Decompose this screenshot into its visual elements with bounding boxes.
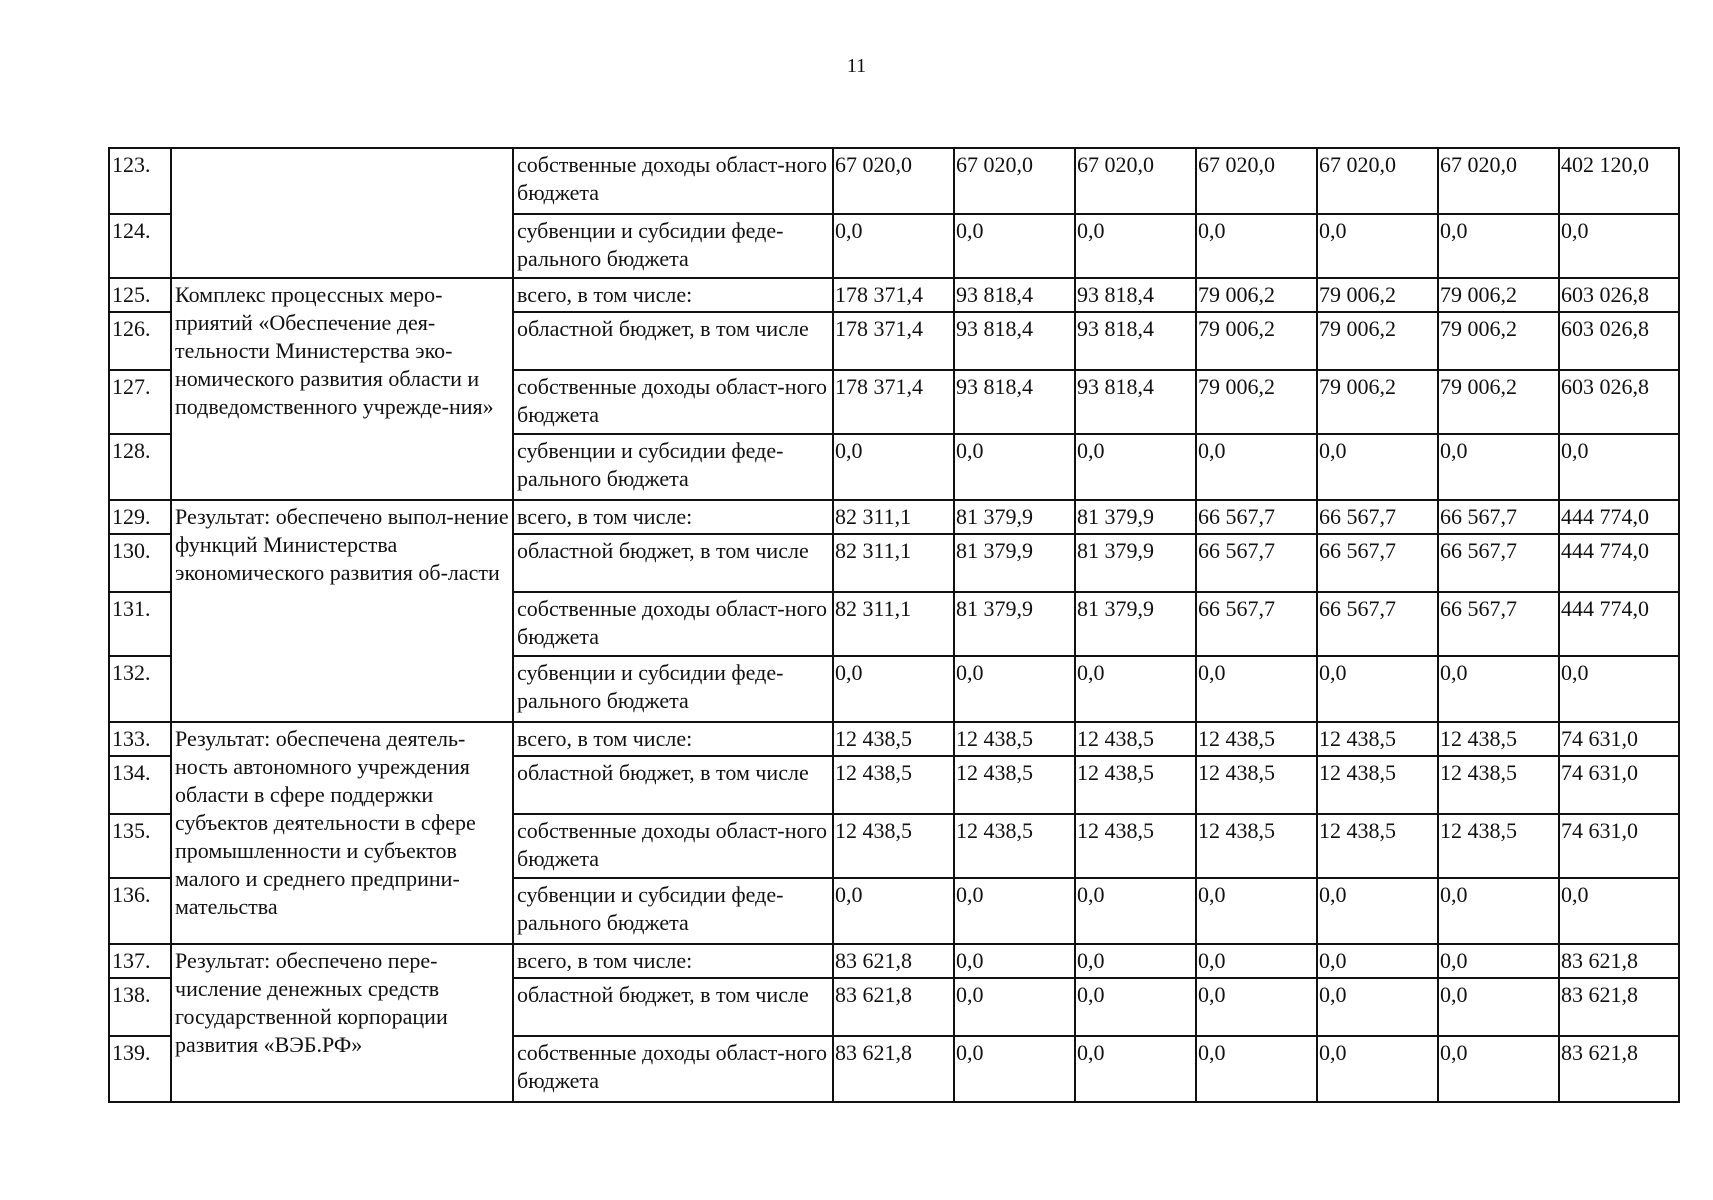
funding-source: всего, в том числе: [513, 278, 833, 312]
year-value: 0,0 [1438, 978, 1559, 1036]
year-value: 0,0 [1438, 1036, 1559, 1102]
row-number: 127. [109, 370, 171, 434]
year-value: 0,0 [1438, 878, 1559, 944]
year-value: 178 371,4 [833, 370, 954, 434]
year-value: 67 020,0 [833, 148, 954, 214]
year-value: 0,0 [1317, 878, 1438, 944]
year-value: 12 438,5 [954, 722, 1075, 756]
year-value: 0,0 [1196, 944, 1317, 978]
year-value: 66 567,7 [1317, 534, 1438, 592]
year-value: 93 818,4 [1075, 312, 1196, 370]
year-value: 12 438,5 [1075, 722, 1196, 756]
row-number: 135. [109, 814, 171, 878]
funding-source: всего, в том числе: [513, 500, 833, 534]
row-number: 137. [109, 944, 171, 978]
total-value: 0,0 [1559, 878, 1679, 944]
year-value: 0,0 [1438, 656, 1559, 722]
row-number: 136. [109, 878, 171, 944]
year-value: 81 379,9 [1075, 500, 1196, 534]
year-value: 12 438,5 [1438, 722, 1559, 756]
measure-name: Результат: обеспечено пере-числение денежных средств государственной корпорации развития «ВЭБ.РФ» [171, 944, 513, 1102]
year-value: 79 006,2 [1317, 278, 1438, 312]
year-value: 0,0 [954, 214, 1075, 278]
year-value: 0,0 [1075, 944, 1196, 978]
year-value: 178 371,4 [833, 278, 954, 312]
row-number: 138. [109, 978, 171, 1036]
year-value: 66 567,7 [1438, 534, 1559, 592]
total-value: 603 026,8 [1559, 278, 1679, 312]
row-number: 133. [109, 722, 171, 756]
funding-source: субвенции и субсидии феде-рального бюджета [513, 878, 833, 944]
year-value: 0,0 [1438, 214, 1559, 278]
funding-source: областной бюджет, в том числе [513, 978, 833, 1036]
year-value: 79 006,2 [1317, 370, 1438, 434]
year-value: 79 006,2 [1438, 312, 1559, 370]
table-row [109, 278, 1679, 312]
year-value: 0,0 [1075, 1036, 1196, 1102]
total-value: 444 774,0 [1559, 592, 1679, 656]
total-value: 0,0 [1559, 656, 1679, 722]
year-value: 81 379,9 [1075, 592, 1196, 656]
year-value: 83 621,8 [833, 1036, 954, 1102]
funding-source: субвенции и субсидии феде-рального бюджета [513, 656, 833, 722]
funding-source: собственные доходы област-ного бюджета [513, 148, 833, 214]
year-value: 0,0 [1317, 434, 1438, 500]
year-value: 0,0 [1196, 656, 1317, 722]
year-value: 12 438,5 [1317, 722, 1438, 756]
year-value: 66 567,7 [1196, 592, 1317, 656]
year-value: 93 818,4 [954, 278, 1075, 312]
total-value: 83 621,8 [1559, 978, 1679, 1036]
year-value: 0,0 [1438, 944, 1559, 978]
row-number: 128. [109, 434, 171, 500]
measure-name: Результат: обеспечено выпол-нение функций Министерства экономического развития об-ласти [171, 500, 513, 722]
year-value: 79 006,2 [1438, 278, 1559, 312]
year-value: 66 567,7 [1196, 534, 1317, 592]
total-value: 0,0 [1559, 214, 1679, 278]
year-value: 12 438,5 [1075, 756, 1196, 814]
year-value: 12 438,5 [1317, 814, 1438, 878]
funding-source: областной бюджет, в том числе [513, 312, 833, 370]
year-value: 12 438,5 [833, 722, 954, 756]
funding-source: всего, в том числе: [513, 944, 833, 978]
year-value: 0,0 [833, 656, 954, 722]
year-value: 82 311,1 [833, 500, 954, 534]
year-value: 0,0 [1317, 978, 1438, 1036]
page-number: 11 [846, 55, 867, 77]
year-value: 66 567,7 [1317, 500, 1438, 534]
year-value: 12 438,5 [1075, 814, 1196, 878]
year-value: 0,0 [1196, 978, 1317, 1036]
year-value: 0,0 [1317, 944, 1438, 978]
year-value: 0,0 [954, 1036, 1075, 1102]
total-value: 74 631,0 [1559, 756, 1679, 814]
year-value: 0,0 [1075, 434, 1196, 500]
row-number: 132. [109, 656, 171, 722]
year-value: 82 311,1 [833, 592, 954, 656]
year-value: 12 438,5 [1438, 756, 1559, 814]
year-value: 12 438,5 [1196, 814, 1317, 878]
year-value: 93 818,4 [954, 312, 1075, 370]
year-value: 0,0 [1317, 214, 1438, 278]
measure-name [171, 148, 513, 278]
total-value: 83 621,8 [1559, 1036, 1679, 1102]
total-value: 444 774,0 [1559, 500, 1679, 534]
table-row [109, 148, 1679, 214]
total-value: 83 621,8 [1559, 944, 1679, 978]
year-value: 67 020,0 [1438, 148, 1559, 214]
year-value: 79 006,2 [1438, 370, 1559, 434]
year-value: 0,0 [954, 434, 1075, 500]
year-value: 12 438,5 [954, 756, 1075, 814]
table-row [109, 944, 1679, 978]
funding-source: всего, в том числе: [513, 722, 833, 756]
year-value: 0,0 [1317, 656, 1438, 722]
table-row [109, 500, 1679, 534]
year-value: 79 006,2 [1196, 312, 1317, 370]
funding-source: собственные доходы област-ного бюджета [513, 814, 833, 878]
funding-source: субвенции и субсидии феде-рального бюджета [513, 434, 833, 500]
total-value: 603 026,8 [1559, 312, 1679, 370]
total-value: 603 026,8 [1559, 370, 1679, 434]
year-value: 0,0 [954, 878, 1075, 944]
year-value: 12 438,5 [954, 814, 1075, 878]
year-value: 93 818,4 [954, 370, 1075, 434]
year-value: 0,0 [833, 878, 954, 944]
total-value: 402 120,0 [1559, 148, 1679, 214]
year-value: 0,0 [1196, 878, 1317, 944]
year-value: 66 567,7 [1317, 592, 1438, 656]
funding-source: собственные доходы област-ного бюджета [513, 592, 833, 656]
year-value: 93 818,4 [1075, 370, 1196, 434]
total-value: 444 774,0 [1559, 534, 1679, 592]
total-value: 74 631,0 [1559, 814, 1679, 878]
funding-source: областной бюджет, в том числе [513, 534, 833, 592]
funding-source: собственные доходы област-ного бюджета [513, 370, 833, 434]
year-value: 0,0 [954, 944, 1075, 978]
year-value: 0,0 [1317, 1036, 1438, 1102]
row-number: 129. [109, 500, 171, 534]
year-value: 12 438,5 [833, 756, 954, 814]
year-value: 0,0 [954, 978, 1075, 1036]
row-number: 139. [109, 1036, 171, 1102]
total-value: 0,0 [1559, 434, 1679, 500]
measure-name: Комплекс процессных меро-приятий «Обеспечение дея-тельности Министерства эко-номического развития области и подведомственного учрежде-ния» [171, 278, 513, 500]
total-value: 74 631,0 [1559, 722, 1679, 756]
year-value: 83 621,8 [833, 944, 954, 978]
row-number: 131. [109, 592, 171, 656]
year-value: 79 006,2 [1196, 370, 1317, 434]
year-value: 0,0 [1196, 214, 1317, 278]
funding-source: собственные доходы област-ного бюджета [513, 1036, 833, 1102]
year-value: 67 020,0 [1317, 148, 1438, 214]
funding-source: областной бюджет, в том числе [513, 756, 833, 814]
year-value: 79 006,2 [1317, 312, 1438, 370]
year-value: 12 438,5 [1196, 722, 1317, 756]
year-value: 67 020,0 [1196, 148, 1317, 214]
year-value: 0,0 [954, 656, 1075, 722]
year-value: 66 567,7 [1196, 500, 1317, 534]
year-value: 0,0 [1075, 878, 1196, 944]
row-number: 124. [109, 214, 171, 278]
year-value: 12 438,5 [1196, 756, 1317, 814]
year-value: 66 567,7 [1438, 592, 1559, 656]
year-value: 0,0 [1075, 656, 1196, 722]
table-row [109, 722, 1679, 756]
row-number: 130. [109, 534, 171, 592]
year-value: 82 311,1 [833, 534, 954, 592]
year-value: 178 371,4 [833, 312, 954, 370]
year-value: 12 438,5 [1438, 814, 1559, 878]
year-value: 0,0 [1196, 434, 1317, 500]
row-number: 126. [109, 312, 171, 370]
row-number: 123. [109, 148, 171, 214]
row-number: 125. [109, 278, 171, 312]
measure-name: Результат: обеспечена деятель-ность автономного учреждения области в сфере поддержки субъектов деятельности в сфере промышленности и субъектов малого и среднего предприни-мательства [171, 722, 513, 944]
year-value: 0,0 [1438, 434, 1559, 500]
year-value: 93 818,4 [1075, 278, 1196, 312]
budget-table [108, 147, 1680, 1103]
year-value: 0,0 [833, 214, 954, 278]
year-value: 12 438,5 [1317, 756, 1438, 814]
year-value: 12 438,5 [833, 814, 954, 878]
funding-source: субвенции и субсидии феде-рального бюджета [513, 214, 833, 278]
year-value: 0,0 [1075, 214, 1196, 278]
year-value: 67 020,0 [954, 148, 1075, 214]
year-value: 81 379,9 [1075, 534, 1196, 592]
row-number: 134. [109, 756, 171, 814]
year-value: 81 379,9 [954, 500, 1075, 534]
year-value: 83 621,8 [833, 978, 954, 1036]
year-value: 66 567,7 [1438, 500, 1559, 534]
year-value: 0,0 [1196, 1036, 1317, 1102]
year-value: 0,0 [833, 434, 954, 500]
year-value: 81 379,9 [954, 534, 1075, 592]
year-value: 0,0 [1075, 978, 1196, 1036]
year-value: 67 020,0 [1075, 148, 1196, 214]
year-value: 81 379,9 [954, 592, 1075, 656]
year-value: 79 006,2 [1196, 278, 1317, 312]
budget-table-body [109, 148, 1679, 1102]
